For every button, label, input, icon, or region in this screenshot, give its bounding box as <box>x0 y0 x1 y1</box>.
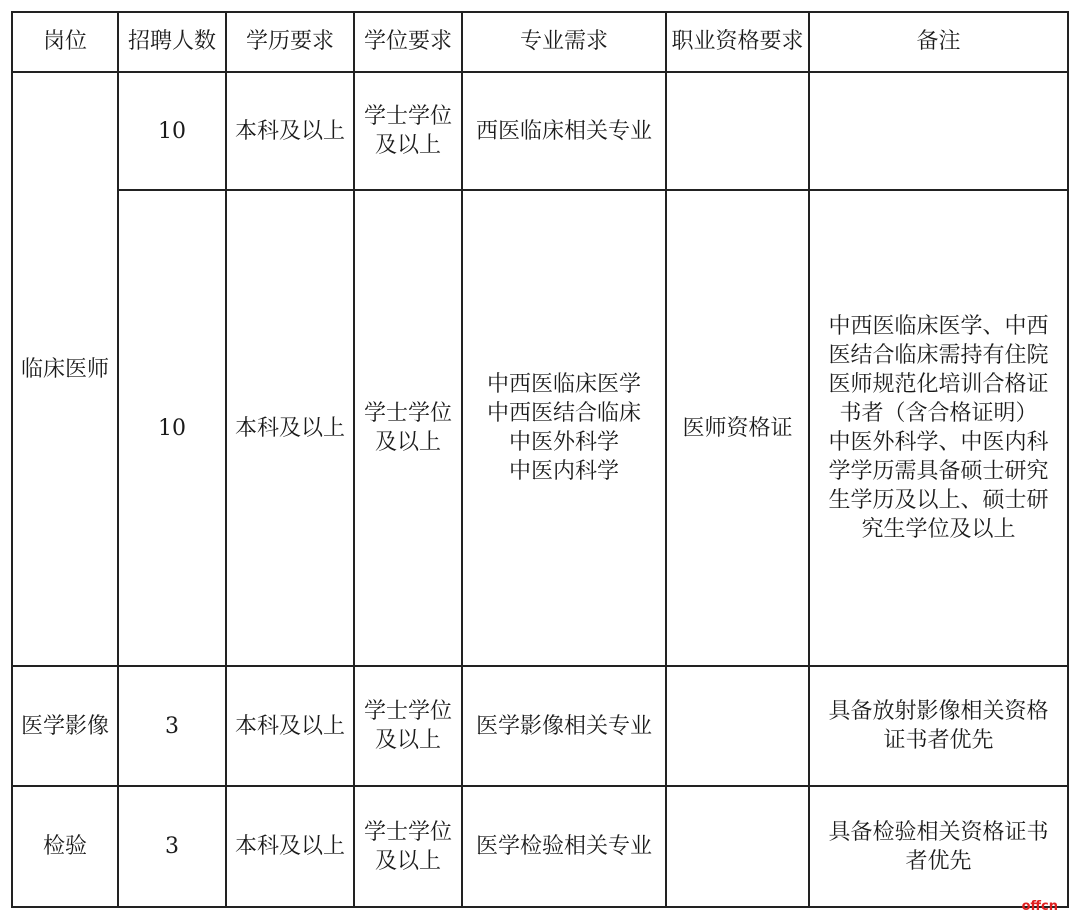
cell-education: 本科及以上 <box>226 666 354 786</box>
cell-qualification <box>666 786 809 907</box>
header-qualification: 职业资格要求 <box>666 12 809 72</box>
header-position: 岗位 <box>12 12 118 72</box>
cell-major: 医学检验相关专业 <box>462 786 666 907</box>
cell-degree: 学士学位 及以上 <box>354 666 462 786</box>
cell-education: 本科及以上 <box>226 190 354 666</box>
cell-qualification <box>666 72 809 190</box>
cell-count: 10 <box>118 72 226 190</box>
recruitment-table <box>11 11 1069 908</box>
cell-count: 10 <box>118 190 226 666</box>
cell-degree: 学士学位 及以上 <box>354 72 462 190</box>
header-education: 学历要求 <box>226 12 354 72</box>
header-note: 备注 <box>809 12 1068 72</box>
table-header-row <box>12 12 1068 72</box>
header-major: 专业需求 <box>462 12 666 72</box>
table-row <box>12 666 1068 786</box>
cell-qualification <box>666 666 809 786</box>
header-degree: 学位要求 <box>354 12 462 72</box>
cell-major: 中西医临床医学 中西医结合临床 中医外科学 中医内科学 <box>462 190 666 666</box>
cell-count: 3 <box>118 786 226 907</box>
header-count: 招聘人数 <box>118 12 226 72</box>
table-row <box>12 786 1068 907</box>
cell-position: 医学影像 <box>12 666 118 786</box>
table-row <box>12 72 1068 190</box>
cell-note: 具备放射影像相关资格 证书者优先 <box>809 666 1068 786</box>
table-row <box>12 190 1068 666</box>
cell-note: 中西医临床医学、中西 医结合临床需持有住院 医师规范化培训合格证 书者（含合格证明） 中医外科学、中医内科 学学历需具备硕士研究 生学历及以上、硕士研 究生学位及以上 <box>809 190 1068 666</box>
cell-degree: 学士学位 及以上 <box>354 786 462 907</box>
cell-position: 检验 <box>12 786 118 907</box>
cell-education: 本科及以上 <box>226 72 354 190</box>
cell-degree: 学士学位 及以上 <box>354 190 462 666</box>
cell-major: 医学影像相关专业 <box>462 666 666 786</box>
cell-education: 本科及以上 <box>226 786 354 907</box>
cell-major: 西医临床相关专业 <box>462 72 666 190</box>
cell-count: 3 <box>118 666 226 786</box>
offcn-watermark: offcn <box>1021 899 1058 914</box>
cell-qualification: 医师资格证 <box>666 190 809 666</box>
cell-note <box>809 72 1068 190</box>
cell-position: 临床医师 <box>12 72 118 666</box>
cell-note: 具备检验相关资格证书 者优先 <box>809 786 1068 907</box>
